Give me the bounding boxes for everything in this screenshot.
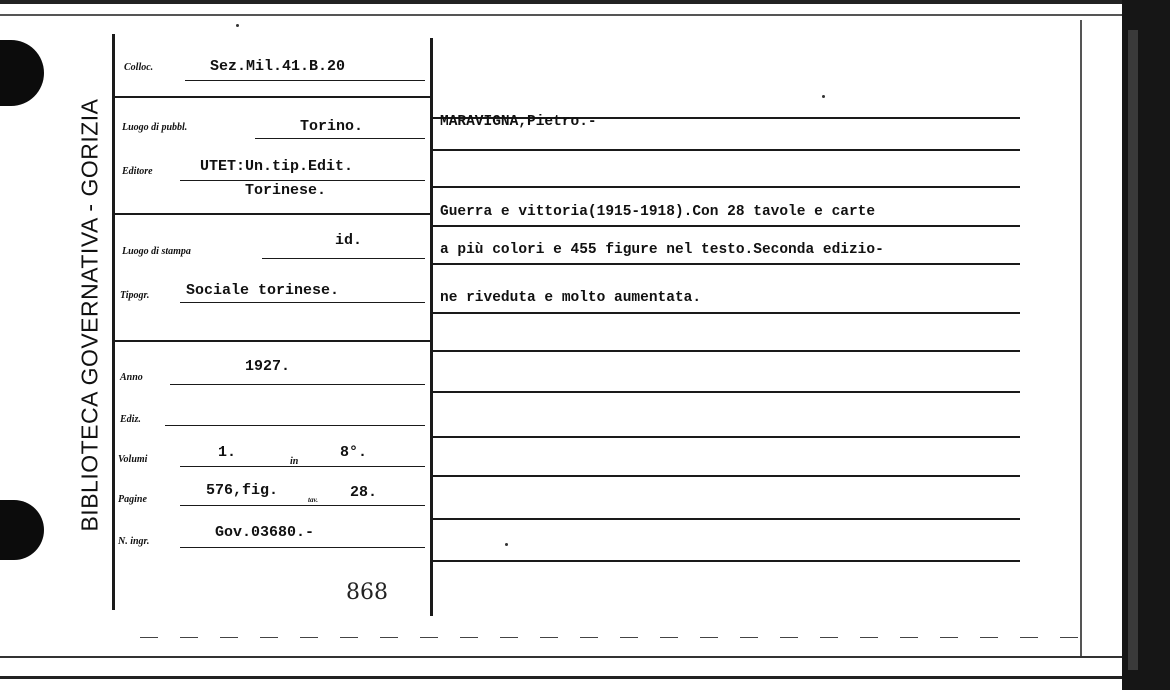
right-rule-5 (432, 263, 1020, 265)
colloc-label: Colloc. (124, 62, 154, 73)
tipografia-label: Tipogr. (120, 290, 150, 301)
luogo-stampa-value: id. (335, 232, 363, 249)
institution-title: BIBLIOTECA GOVERNATIVA - GORIZIA (76, 98, 103, 532)
underline-luogo (255, 138, 425, 139)
volumi-format: 8°. (340, 444, 368, 461)
underline-ediz (165, 425, 425, 426)
rule-section-2 (112, 340, 430, 342)
rule-colloc (112, 96, 430, 98)
right-rule-4 (432, 225, 1020, 227)
entry-line-2: a più colori e 455 figure nel testo.Seconda edizio- (440, 242, 884, 258)
luogo-pubbl-value: Torino. (300, 118, 364, 135)
editore-value-line1: UTET:Un.tip.Edit. (200, 158, 354, 175)
underline-stampa (262, 258, 425, 259)
volumi-in-label: in (290, 456, 299, 467)
right-edge-highlight (1128, 30, 1138, 670)
rule-section-1 (112, 213, 430, 215)
center-divider-line (430, 38, 433, 616)
right-rule-2 (432, 149, 1020, 151)
underline-tipogr (180, 302, 425, 303)
underline-ingr (180, 547, 425, 548)
underline-volumi (180, 466, 425, 467)
right-rule-8 (432, 391, 1020, 393)
right-rule-9 (432, 436, 1020, 438)
entry-line-1: Guerra e vittoria(1915-1918).Con 28 tavole e carte (440, 204, 876, 220)
underline-anno (170, 384, 425, 385)
entry-line-3: ne riveduta e molto aumentata. (440, 290, 702, 306)
editore-value-line2: Torinese. (245, 182, 327, 199)
left-border-line (112, 34, 115, 610)
luogo-pubbl-label: Luogo di pubbl. (122, 122, 188, 133)
anno-value: 1927. (245, 358, 291, 375)
edizione-label: Ediz. (120, 414, 141, 425)
scan-speck (505, 543, 508, 546)
ingresso-label: N. ingr. (118, 536, 150, 547)
underline-colloc (185, 80, 425, 81)
top-edge (0, 0, 1170, 4)
colloc-value: Sez.Mil.41.B.20 (210, 58, 346, 75)
volumi-label: Volumi (118, 454, 148, 465)
pagine-label: Pagine (118, 494, 147, 505)
right-rule-3 (432, 186, 1020, 188)
bottom-dashed-line (140, 637, 1100, 638)
bottom-inner-line (0, 656, 1122, 658)
punch-hole-top (0, 40, 44, 106)
underline-editore (180, 180, 425, 181)
handwritten-number: 868 (346, 580, 388, 605)
right-rule-6 (432, 312, 1020, 314)
editore-label: Editore (122, 166, 153, 177)
underline-pagine (180, 505, 425, 506)
scan-speck (236, 24, 239, 27)
right-rule-12 (432, 560, 1020, 562)
right-border-line (1080, 20, 1082, 656)
luogo-stampa-label: Luogo di stampa (122, 246, 191, 257)
author-heading: MARAVIGNA,Pietro.- (440, 114, 597, 130)
right-rule-11 (432, 518, 1020, 520)
tipografia-value: Sociale torinese. (186, 282, 340, 299)
pagine-tav-label: tav. (308, 496, 319, 504)
punch-hole-bottom (0, 500, 44, 560)
pagine-tav-value: 28. (350, 484, 378, 501)
scan-speck (822, 95, 825, 98)
top-shadow-line (0, 14, 1170, 16)
bottom-edge (0, 676, 1122, 679)
ingresso-value: Gov.03680.- (215, 524, 315, 541)
right-rule-7 (432, 350, 1020, 352)
pagine-value: 576,fig. (206, 482, 279, 499)
volumi-value: 1. (218, 444, 237, 461)
anno-label: Anno (120, 372, 143, 383)
right-rule-10 (432, 475, 1020, 477)
